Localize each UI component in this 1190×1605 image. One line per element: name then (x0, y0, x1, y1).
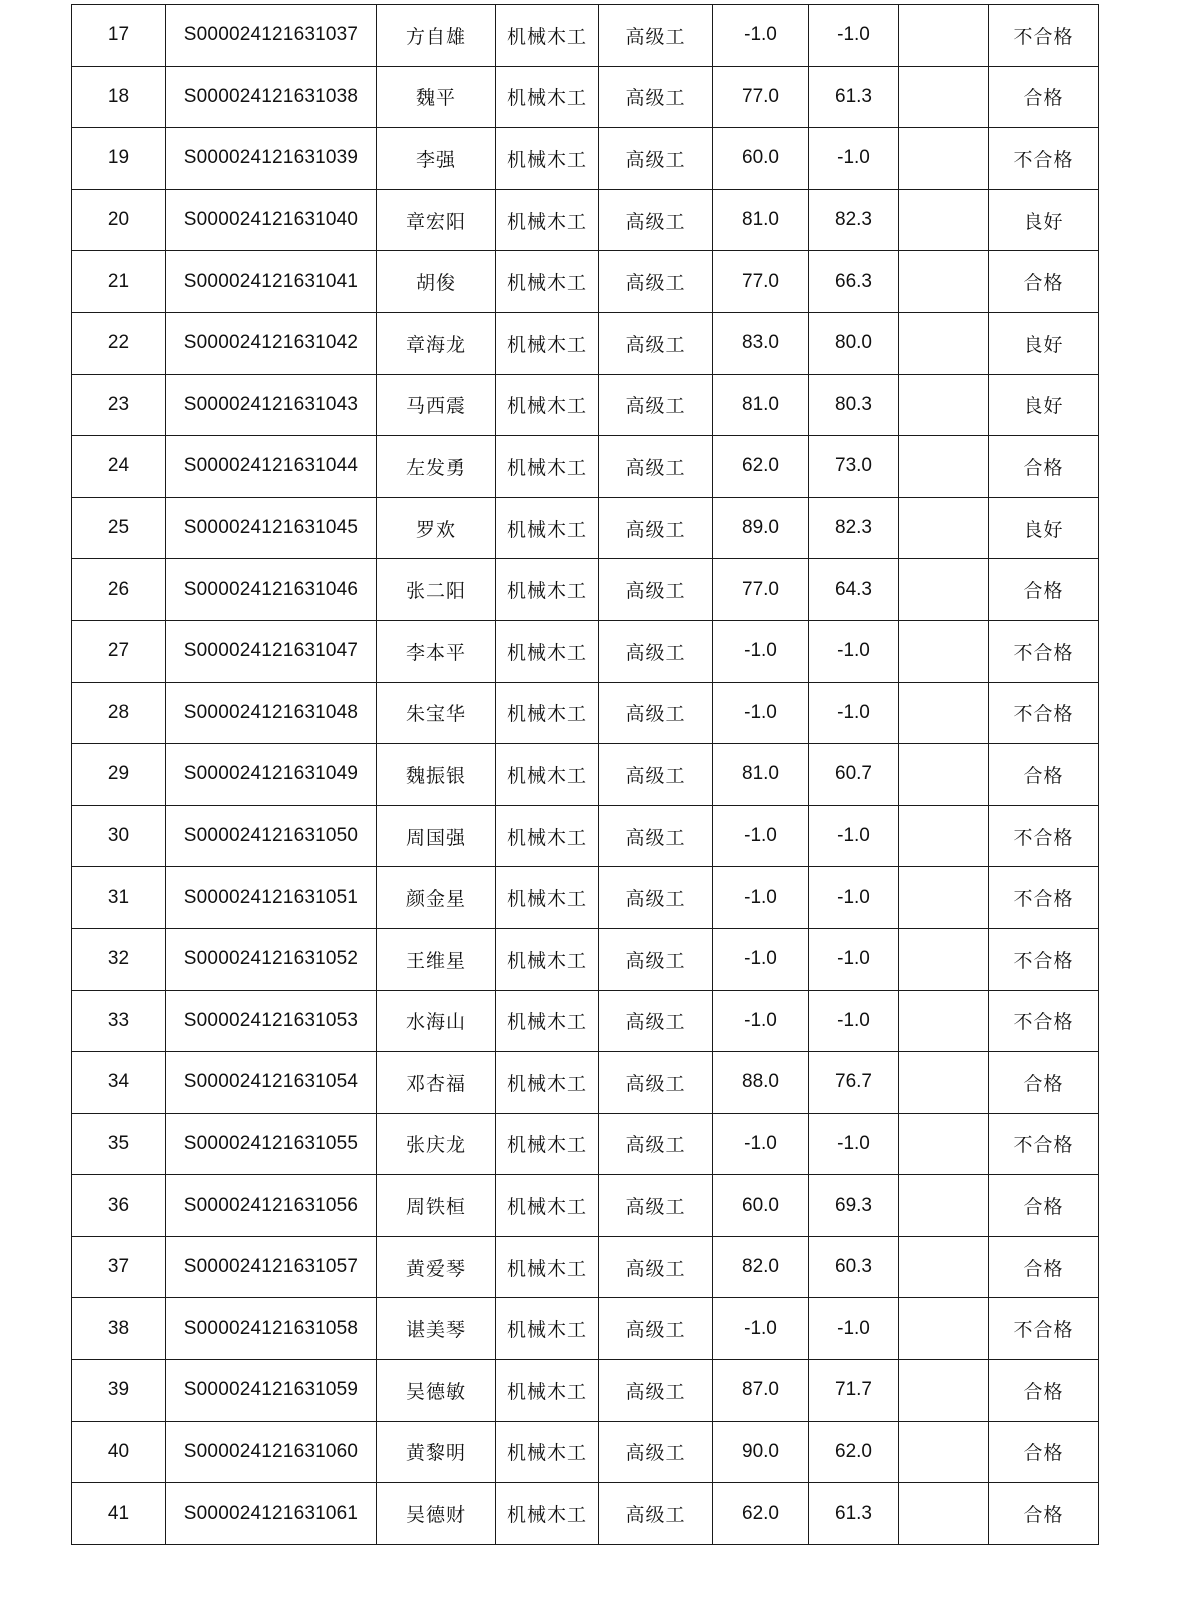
cell-trade: 机械木工 (496, 928, 599, 990)
cell-number: 41 (72, 1483, 166, 1545)
cell-number: 19 (72, 128, 166, 190)
cell-score-theory: 89.0 (713, 497, 809, 559)
cell-remark (899, 436, 989, 498)
cell-remark (899, 312, 989, 374)
cell-remark (899, 620, 989, 682)
cell-name: 章海龙 (377, 312, 496, 374)
cell-score-practical: -1.0 (809, 867, 899, 929)
cell-number: 18 (72, 66, 166, 128)
cell-name: 马西震 (377, 374, 496, 436)
cell-number: 27 (72, 620, 166, 682)
cell-number: 20 (72, 189, 166, 251)
table-row (72, 128, 1099, 190)
cell-remark (899, 1113, 989, 1175)
cell-result: 合格 (989, 1052, 1099, 1114)
cell-score-theory: 81.0 (713, 374, 809, 436)
cell-score-practical: 80.0 (809, 312, 899, 374)
cell-exam-id: S000024121631049 (166, 744, 377, 806)
cell-score-practical: 82.3 (809, 189, 899, 251)
cell-trade: 机械木工 (496, 1113, 599, 1175)
cell-level: 高级工 (599, 805, 713, 867)
cell-exam-id: S000024121631051 (166, 867, 377, 929)
table-row (72, 1236, 1099, 1298)
cell-exam-id: S000024121631059 (166, 1360, 377, 1422)
cell-score-theory: 60.0 (713, 1175, 809, 1237)
cell-trade: 机械木工 (496, 1175, 599, 1237)
cell-result: 合格 (989, 1421, 1099, 1483)
cell-trade: 机械木工 (496, 620, 599, 682)
cell-trade: 机械木工 (496, 374, 599, 436)
cell-score-practical: 82.3 (809, 497, 899, 559)
table-row (72, 1360, 1099, 1422)
cell-remark (899, 66, 989, 128)
cell-score-theory: 83.0 (713, 312, 809, 374)
cell-exam-id: S000024121631047 (166, 620, 377, 682)
cell-result: 合格 (989, 436, 1099, 498)
cell-level: 高级工 (599, 251, 713, 313)
cell-trade: 机械木工 (496, 559, 599, 621)
table-row (72, 1113, 1099, 1175)
cell-level: 高级工 (599, 928, 713, 990)
cell-exam-id: S000024121631053 (166, 990, 377, 1052)
cell-remark (899, 128, 989, 190)
table-row (72, 928, 1099, 990)
cell-score-practical: -1.0 (809, 620, 899, 682)
cell-number: 36 (72, 1175, 166, 1237)
cell-number: 22 (72, 312, 166, 374)
cell-remark (899, 867, 989, 929)
cell-exam-id: S000024121631040 (166, 189, 377, 251)
cell-score-theory: 60.0 (713, 128, 809, 190)
cell-score-practical: 64.3 (809, 559, 899, 621)
cell-result: 合格 (989, 1360, 1099, 1422)
cell-result: 不合格 (989, 1298, 1099, 1360)
cell-exam-id: S000024121631041 (166, 251, 377, 313)
table-row (72, 744, 1099, 806)
table-row (72, 805, 1099, 867)
cell-name: 左发勇 (377, 436, 496, 498)
cell-number: 32 (72, 928, 166, 990)
cell-level: 高级工 (599, 1175, 713, 1237)
cell-exam-id: S000024121631052 (166, 928, 377, 990)
cell-trade: 机械木工 (496, 1483, 599, 1545)
cell-exam-id: S000024121631043 (166, 374, 377, 436)
cell-number: 21 (72, 251, 166, 313)
cell-number: 34 (72, 1052, 166, 1114)
cell-exam-id: S000024121631057 (166, 1236, 377, 1298)
cell-trade: 机械木工 (496, 990, 599, 1052)
cell-level: 高级工 (599, 436, 713, 498)
cell-result: 不合格 (989, 1113, 1099, 1175)
cell-remark (899, 374, 989, 436)
cell-score-theory: 90.0 (713, 1421, 809, 1483)
cell-number: 35 (72, 1113, 166, 1175)
cell-score-practical: -1.0 (809, 5, 899, 67)
table-row (72, 66, 1099, 128)
cell-trade: 机械木工 (496, 1298, 599, 1360)
cell-level: 高级工 (599, 744, 713, 806)
cell-score-practical: 73.0 (809, 436, 899, 498)
cell-score-theory: -1.0 (713, 682, 809, 744)
table-body (72, 5, 1099, 1545)
cell-score-theory: 62.0 (713, 436, 809, 498)
cell-name: 方自雄 (377, 5, 496, 67)
cell-remark (899, 5, 989, 67)
cell-score-practical: 60.3 (809, 1236, 899, 1298)
cell-score-practical: 71.7 (809, 1360, 899, 1422)
cell-exam-id: S000024121631054 (166, 1052, 377, 1114)
table-row (72, 251, 1099, 313)
cell-level: 高级工 (599, 1298, 713, 1360)
cell-result: 合格 (989, 1483, 1099, 1545)
cell-result: 不合格 (989, 620, 1099, 682)
cell-name: 邓杏福 (377, 1052, 496, 1114)
table-row (72, 867, 1099, 929)
cell-trade: 机械木工 (496, 5, 599, 67)
cell-result: 良好 (989, 374, 1099, 436)
cell-number: 25 (72, 497, 166, 559)
cell-score-theory: -1.0 (713, 867, 809, 929)
cell-score-theory: 62.0 (713, 1483, 809, 1545)
cell-score-practical: 66.3 (809, 251, 899, 313)
cell-score-theory: -1.0 (713, 805, 809, 867)
cell-score-theory: 87.0 (713, 1360, 809, 1422)
cell-number: 40 (72, 1421, 166, 1483)
cell-name: 周铁桓 (377, 1175, 496, 1237)
cell-result: 不合格 (989, 867, 1099, 929)
cell-number: 38 (72, 1298, 166, 1360)
cell-result: 不合格 (989, 682, 1099, 744)
cell-name: 张庆龙 (377, 1113, 496, 1175)
cell-score-theory: 81.0 (713, 744, 809, 806)
cell-name: 黄爱琴 (377, 1236, 496, 1298)
table-row (72, 189, 1099, 251)
cell-remark (899, 682, 989, 744)
cell-number: 29 (72, 744, 166, 806)
cell-score-practical: 62.0 (809, 1421, 899, 1483)
cell-remark (899, 1175, 989, 1237)
cell-level: 高级工 (599, 66, 713, 128)
table-row (72, 1421, 1099, 1483)
cell-result: 良好 (989, 189, 1099, 251)
cell-exam-id: S000024121631061 (166, 1483, 377, 1545)
cell-name: 黄黎明 (377, 1421, 496, 1483)
cell-trade: 机械木工 (496, 189, 599, 251)
cell-number: 30 (72, 805, 166, 867)
table-row (72, 620, 1099, 682)
cell-exam-id: S000024121631058 (166, 1298, 377, 1360)
cell-remark (899, 497, 989, 559)
cell-number: 24 (72, 436, 166, 498)
cell-score-theory: -1.0 (713, 620, 809, 682)
cell-trade: 机械木工 (496, 805, 599, 867)
cell-result: 良好 (989, 312, 1099, 374)
cell-trade: 机械木工 (496, 1360, 599, 1422)
cell-level: 高级工 (599, 1421, 713, 1483)
cell-remark (899, 559, 989, 621)
cell-level: 高级工 (599, 990, 713, 1052)
cell-score-practical: 61.3 (809, 1483, 899, 1545)
cell-score-practical: -1.0 (809, 1113, 899, 1175)
cell-score-practical: 76.7 (809, 1052, 899, 1114)
cell-score-theory: -1.0 (713, 928, 809, 990)
cell-number: 31 (72, 867, 166, 929)
cell-score-practical: -1.0 (809, 128, 899, 190)
cell-name: 朱宝华 (377, 682, 496, 744)
cell-score-practical: 61.3 (809, 66, 899, 128)
table-row (72, 5, 1099, 67)
table-row (72, 436, 1099, 498)
cell-remark (899, 189, 989, 251)
cell-remark (899, 1052, 989, 1114)
cell-score-practical: -1.0 (809, 928, 899, 990)
results-table (71, 4, 1099, 1545)
cell-level: 高级工 (599, 374, 713, 436)
cell-number: 37 (72, 1236, 166, 1298)
table-row (72, 312, 1099, 374)
results-sheet (71, 4, 1098, 1545)
cell-number: 23 (72, 374, 166, 436)
cell-remark (899, 1421, 989, 1483)
cell-name: 李强 (377, 128, 496, 190)
cell-result: 良好 (989, 497, 1099, 559)
table-row (72, 990, 1099, 1052)
cell-exam-id: S000024121631045 (166, 497, 377, 559)
cell-exam-id: S000024121631060 (166, 1421, 377, 1483)
cell-score-practical: 80.3 (809, 374, 899, 436)
table-row (72, 682, 1099, 744)
cell-remark (899, 744, 989, 806)
cell-name: 张二阳 (377, 559, 496, 621)
table-row (72, 497, 1099, 559)
cell-name: 吴德敏 (377, 1360, 496, 1422)
cell-trade: 机械木工 (496, 1052, 599, 1114)
cell-remark (899, 1360, 989, 1422)
cell-result: 合格 (989, 1236, 1099, 1298)
cell-score-practical: 69.3 (809, 1175, 899, 1237)
cell-level: 高级工 (599, 189, 713, 251)
cell-level: 高级工 (599, 620, 713, 682)
cell-name: 章宏阳 (377, 189, 496, 251)
cell-exam-id: S000024121631037 (166, 5, 377, 67)
table-row (72, 374, 1099, 436)
table-row (72, 559, 1099, 621)
cell-exam-id: S000024121631046 (166, 559, 377, 621)
cell-exam-id: S000024121631055 (166, 1113, 377, 1175)
cell-score-theory: -1.0 (713, 1113, 809, 1175)
cell-exam-id: S000024121631048 (166, 682, 377, 744)
cell-result: 合格 (989, 66, 1099, 128)
cell-level: 高级工 (599, 1483, 713, 1545)
cell-score-theory: -1.0 (713, 990, 809, 1052)
cell-exam-id: S000024121631042 (166, 312, 377, 374)
cell-exam-id: S000024121631050 (166, 805, 377, 867)
cell-trade: 机械木工 (496, 128, 599, 190)
cell-exam-id: S000024121631039 (166, 128, 377, 190)
cell-name: 谌美琴 (377, 1298, 496, 1360)
cell-level: 高级工 (599, 128, 713, 190)
cell-level: 高级工 (599, 1236, 713, 1298)
cell-level: 高级工 (599, 682, 713, 744)
cell-trade: 机械木工 (496, 497, 599, 559)
cell-result: 合格 (989, 1175, 1099, 1237)
cell-level: 高级工 (599, 1113, 713, 1175)
cell-name: 李本平 (377, 620, 496, 682)
cell-remark (899, 928, 989, 990)
cell-score-practical: -1.0 (809, 805, 899, 867)
cell-number: 39 (72, 1360, 166, 1422)
table-row (72, 1175, 1099, 1237)
cell-score-theory: 77.0 (713, 559, 809, 621)
cell-trade: 机械木工 (496, 312, 599, 374)
cell-remark (899, 251, 989, 313)
cell-score-practical: -1.0 (809, 990, 899, 1052)
cell-result: 不合格 (989, 928, 1099, 990)
cell-name: 周国强 (377, 805, 496, 867)
cell-level: 高级工 (599, 867, 713, 929)
cell-remark (899, 1483, 989, 1545)
cell-result: 合格 (989, 251, 1099, 313)
cell-number: 33 (72, 990, 166, 1052)
cell-exam-id: S000024121631056 (166, 1175, 377, 1237)
cell-trade: 机械木工 (496, 867, 599, 929)
cell-remark (899, 805, 989, 867)
cell-name: 胡俊 (377, 251, 496, 313)
cell-result: 不合格 (989, 5, 1099, 67)
cell-number: 17 (72, 5, 166, 67)
cell-result: 合格 (989, 559, 1099, 621)
cell-score-theory: -1.0 (713, 5, 809, 67)
cell-score-practical: -1.0 (809, 1298, 899, 1360)
cell-trade: 机械木工 (496, 66, 599, 128)
cell-trade: 机械木工 (496, 1236, 599, 1298)
cell-level: 高级工 (599, 312, 713, 374)
cell-remark (899, 1236, 989, 1298)
cell-result: 不合格 (989, 990, 1099, 1052)
cell-trade: 机械木工 (496, 1421, 599, 1483)
cell-name: 魏平 (377, 66, 496, 128)
cell-score-theory: 82.0 (713, 1236, 809, 1298)
cell-name: 吴德财 (377, 1483, 496, 1545)
cell-trade: 机械木工 (496, 436, 599, 498)
cell-name: 王维星 (377, 928, 496, 990)
cell-name: 颜金星 (377, 867, 496, 929)
cell-exam-id: S000024121631038 (166, 66, 377, 128)
cell-score-theory: 88.0 (713, 1052, 809, 1114)
cell-name: 水海山 (377, 990, 496, 1052)
cell-trade: 机械木工 (496, 744, 599, 806)
cell-trade: 机械木工 (496, 251, 599, 313)
table-row (72, 1483, 1099, 1545)
cell-score-practical: 60.7 (809, 744, 899, 806)
cell-level: 高级工 (599, 5, 713, 67)
cell-level: 高级工 (599, 497, 713, 559)
table-row (72, 1298, 1099, 1360)
cell-score-theory: -1.0 (713, 1298, 809, 1360)
table-row (72, 1052, 1099, 1114)
cell-score-theory: 81.0 (713, 189, 809, 251)
cell-result: 不合格 (989, 128, 1099, 190)
cell-level: 高级工 (599, 1052, 713, 1114)
cell-score-theory: 77.0 (713, 66, 809, 128)
cell-remark (899, 990, 989, 1052)
cell-level: 高级工 (599, 1360, 713, 1422)
cell-number: 28 (72, 682, 166, 744)
cell-name: 罗欢 (377, 497, 496, 559)
cell-number: 26 (72, 559, 166, 621)
cell-trade: 机械木工 (496, 682, 599, 744)
cell-score-practical: -1.0 (809, 682, 899, 744)
cell-remark (899, 1298, 989, 1360)
cell-score-theory: 77.0 (713, 251, 809, 313)
cell-level: 高级工 (599, 559, 713, 621)
cell-exam-id: S000024121631044 (166, 436, 377, 498)
cell-name: 魏振银 (377, 744, 496, 806)
cell-result: 合格 (989, 744, 1099, 806)
cell-result: 不合格 (989, 805, 1099, 867)
